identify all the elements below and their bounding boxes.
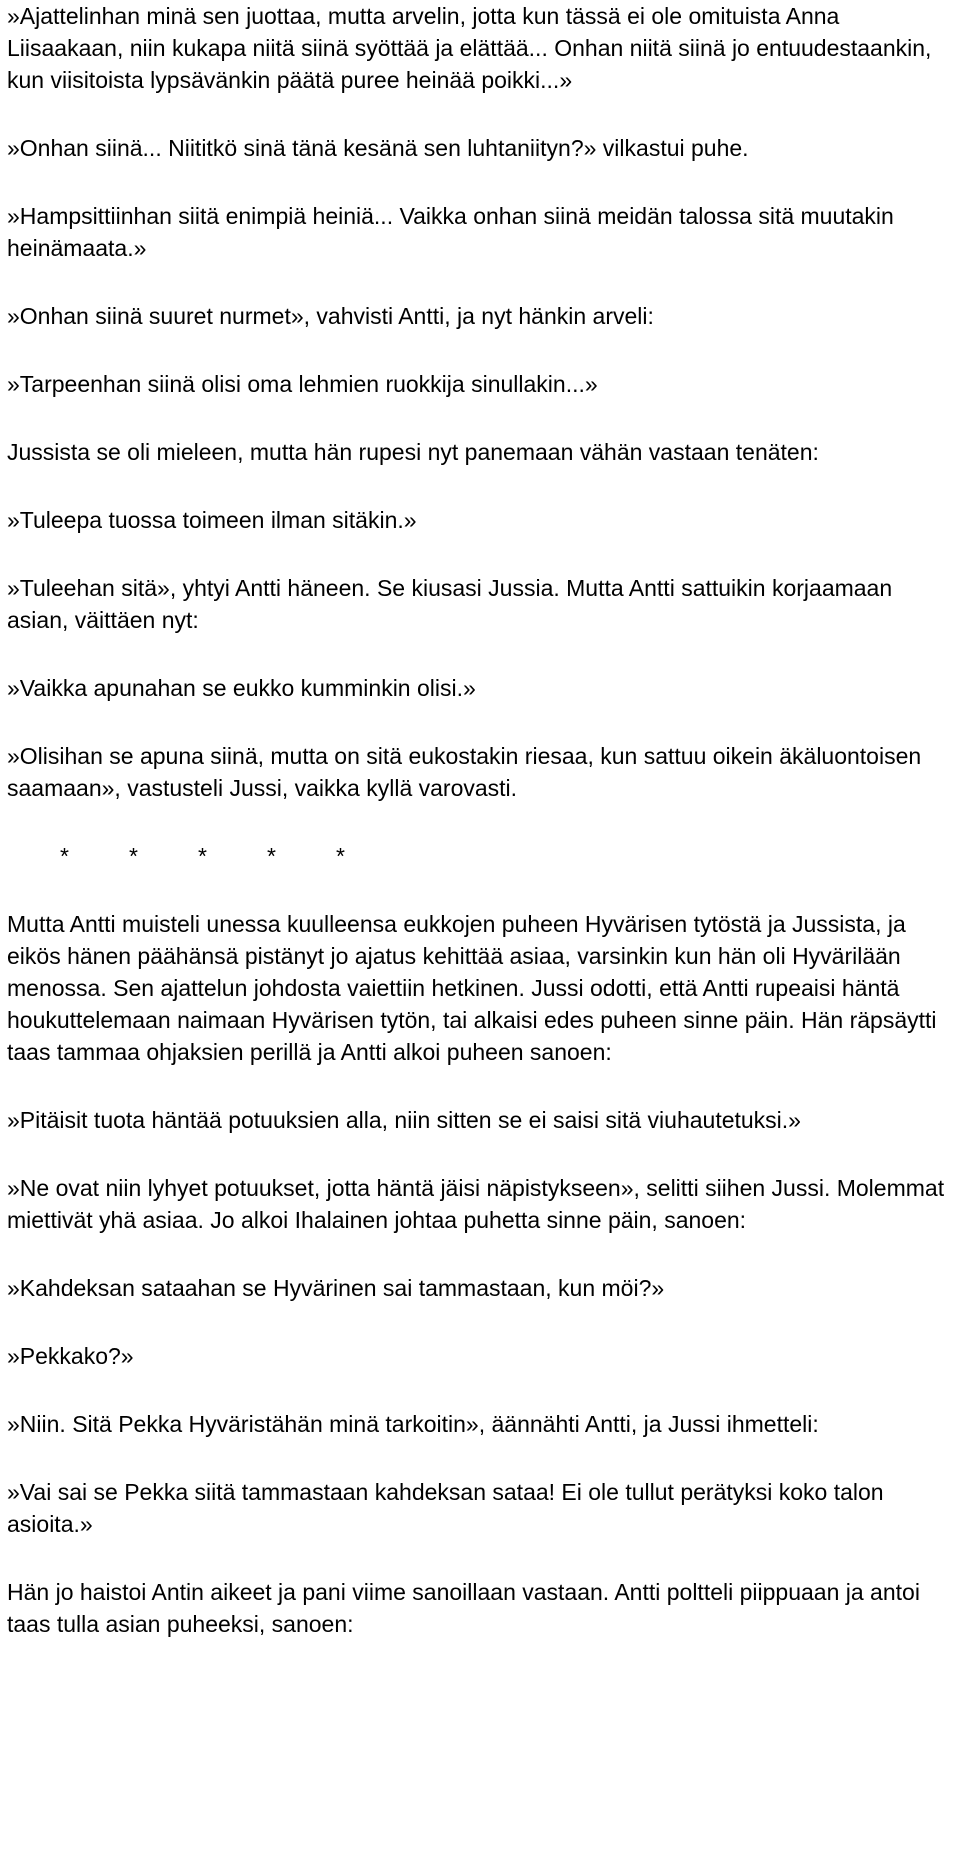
paragraph-8: »Tuleehan sitä», yhtyi Antti häneen. Se kiusasi Jussia. Mutta Antti sattuikin korjaamaan asian, väittäen nyt:	[7, 575, 893, 633]
paragraph-17: »Vai sai se Pekka siitä tammastaan kahdeksan sataa! Ei ole tullut perätyksi koko talon asioita.»	[7, 1479, 884, 1537]
paragraph-4: »Onhan siinä suuret nurmet», vahvisti Antti, ja nyt hänkin arveli:	[7, 303, 654, 329]
paragraph-12: »Pitäisit tuota häntää potuuksien alla, niin sitten se ei saisi sitä viuhautetuksi.»	[7, 1107, 801, 1133]
separator-asterisk: *	[60, 843, 69, 869]
separator-asterisk: *	[267, 843, 276, 869]
paragraph-15: »Pekkako?»	[7, 1343, 134, 1369]
paragraph-10: »Olisihan se apuna siinä, mutta on sitä eukostakin riesaa, kun sattuu oikein äkäluontoisen saamaan», vastusteli Jussi, vaikka kyllä varovasti.	[7, 743, 922, 801]
paragraph-11: Mutta Antti muisteli unessa kuulleensa eukkojen puheen Hyvärisen tytöstä ja Jussista, ja eikös hänen päähänsä pistänyt jo ajatus kehittää asiaa, varsinkin kun hän oli Hyvärilään menossa. Sen ajattelun johdosta vaiettiin hetkinen. Jussi odotti, että Antti rupeaisi häntä houkuttelemaan naimaan Hyvärisen tytön, tai alkaisi edes puheen sinne päin. Hän räpsäytti taas tammaa ohjaksien perillä ja Antti alkoi puheen sanoen:	[7, 911, 937, 1065]
paragraph-14: »Kahdeksan sataahan se Hyvärinen sai tammastaan, kun möi?»	[7, 1275, 665, 1301]
paragraph-2: »Onhan siinä... Niititkö sinä tänä kesänä sen luhtaniityn?» vilkastui puhe.	[7, 135, 749, 161]
separator-asterisk: *	[129, 843, 138, 869]
paragraph-5: »Tarpeenhan siinä olisi oma lehmien ruokkija sinullakin...»	[7, 371, 598, 397]
section-separator	[7, 840, 952, 872]
paragraph-18: Hän jo haistoi Antin aikeet ja pani viime sanoillaan vastaan. Antti poltteli piippuaan ja antoi taas tulla asian puheeksi, sanoen:	[7, 1579, 920, 1637]
paragraph-1: »Ajattelinhan minä sen juottaa, mutta arvelin, jotta kun tässä ei ole omituista Anna Liisaakaan, niin kukapa niitä siinä syöttää ja elättää... Onhan niitä siinä jo entuudestaankin, kun viisitoista lypsävänkin päätä puree heinää poikki...»	[7, 3, 932, 93]
paragraph-13: »Ne ovat niin lyhyet potuukset, jotta häntä jäisi näpistykseen», selitti siihen Jussi. Molemmat miettivät yhä asiaa. Jo alkoi Ihalainen johtaa puhetta sinne päin, sanoen:	[7, 1175, 945, 1233]
paragraph-16: »Niin. Sitä Pekka Hyväristähän minä tarkoitin», äännähti Antti, ja Jussi ihmetteli:	[7, 1411, 819, 1437]
paragraph-6: Jussista se oli mieleen, mutta hän rupesi nyt panemaan vähän vastaan tenäten:	[7, 439, 819, 465]
separator-asterisk: *	[336, 843, 345, 869]
separator-asterisk: *	[198, 843, 207, 869]
paragraph-9: »Vaikka apunahan se eukko kumminkin olisi.»	[7, 675, 476, 701]
paragraph-7: »Tuleepa tuossa toimeen ilman sitäkin.»	[7, 507, 417, 533]
document-page	[7, 0, 952, 1640]
paragraph-3: »Hampsittiinhan siitä enimpiä heiniä... Vaikka onhan siinä meidän talossa sitä muutakin heinämaata.»	[7, 203, 894, 261]
